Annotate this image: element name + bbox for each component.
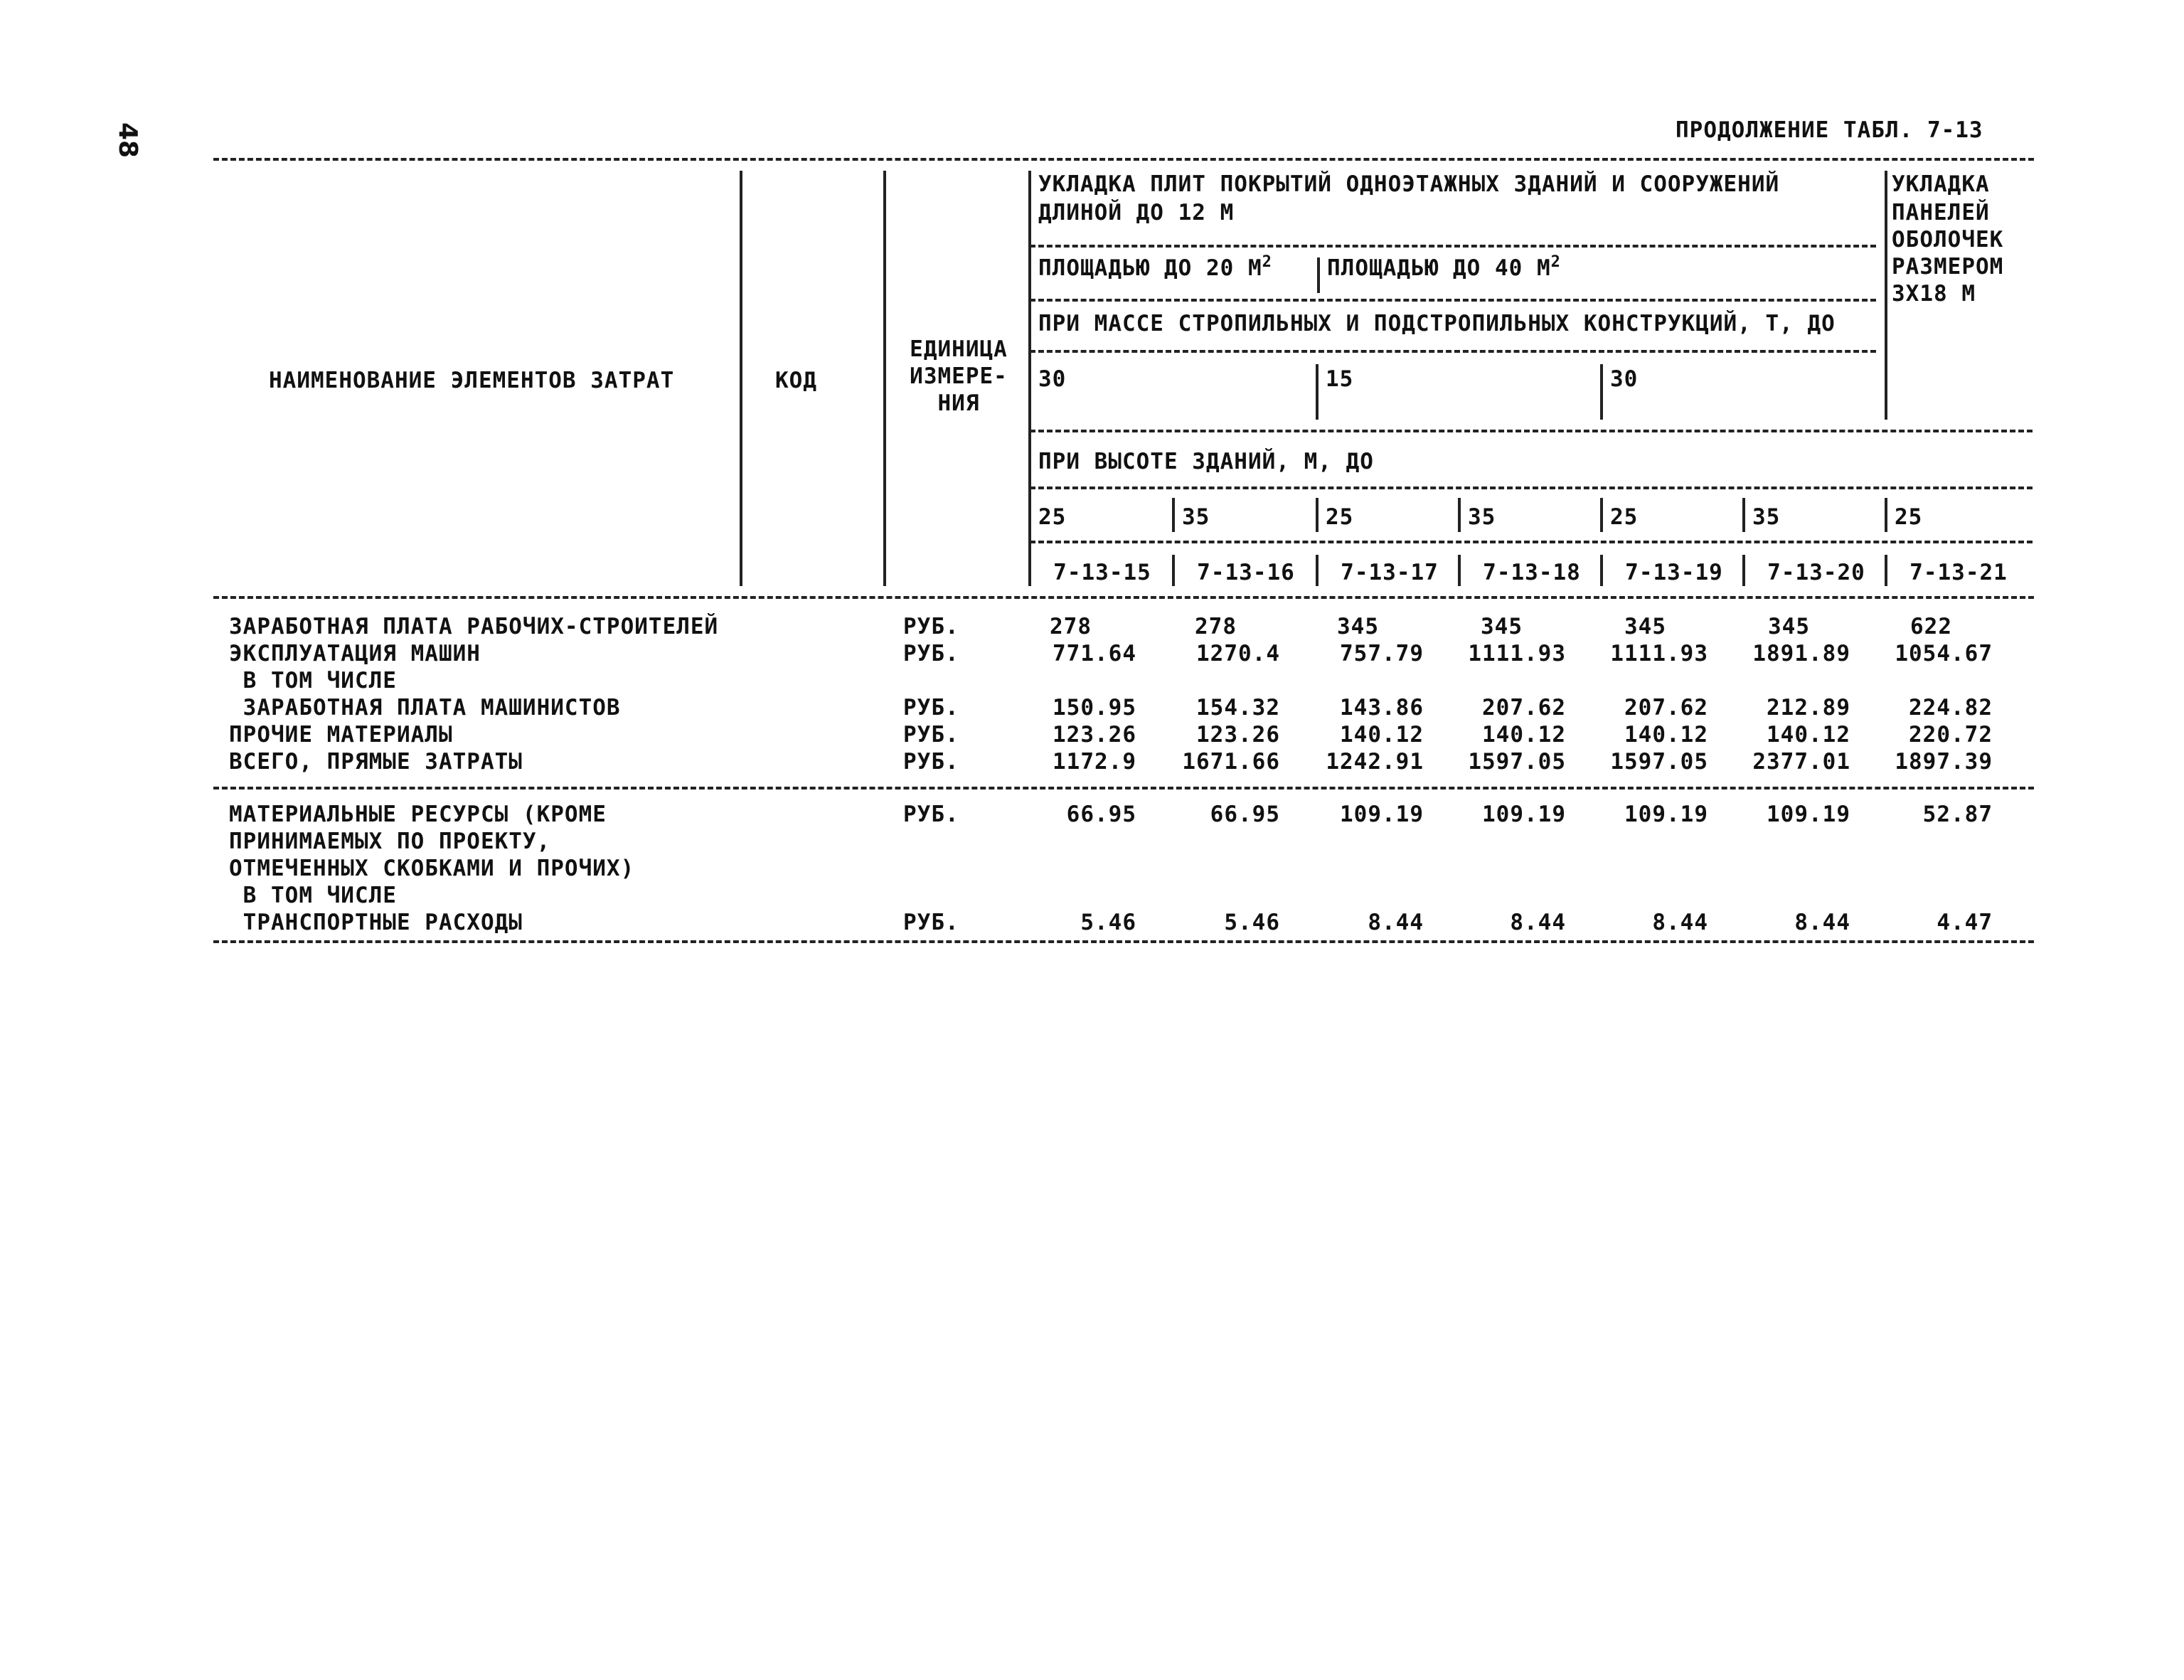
cell-value: 2377.01 — [1752, 749, 1850, 775]
rule-section — [213, 787, 2034, 790]
cell-value: 345 — [1624, 614, 1666, 639]
row-name: ПРОЧИЕ МАТЕРИАЛЫ — [229, 722, 453, 748]
cell-value: 140.12 — [1482, 722, 1566, 748]
header-unit-line-3: НИЯ — [937, 390, 980, 416]
code-7-13-15: 7-13-15 — [1053, 560, 1151, 585]
vline-h-2 — [1316, 498, 1319, 532]
row-name: В ТОМ ЧИСЛЕ — [229, 883, 397, 908]
cell-value: 757.79 — [1340, 641, 1424, 666]
rule-under-group-title — [1030, 245, 1876, 248]
page-number: 48 — [113, 122, 142, 159]
row-unit: РУБ. — [903, 802, 959, 827]
rule-under-mass-values — [1030, 430, 2033, 432]
rule-under-height-values — [1030, 541, 2033, 543]
vline-c-1 — [1172, 555, 1175, 586]
cell-value: 220.72 — [1909, 722, 1993, 748]
group1-title-line-2: ДЛИНОЙ ДО 12 М — [1038, 200, 1235, 225]
cell-value: 1597.05 — [1610, 749, 1708, 775]
cell-value: 4.47 — [1937, 910, 1993, 935]
header-unit-line-1: ЕДИНИЦА — [910, 336, 1008, 362]
cell-value: 224.82 — [1909, 695, 1993, 721]
row-unit: РУБ. — [903, 614, 959, 639]
mass-value-1: 30 — [1038, 366, 1067, 392]
mass-title: ПРИ МАССЕ СТРОПИЛЬНЫХ И ПОДСТРОПИЛЬНЫХ КОНСТРУКЦИЙ, Т, ДО — [1038, 311, 1836, 336]
rule-under-height — [1030, 487, 2033, 489]
group2-title-line-3: ОБОЛОЧЕК — [1892, 227, 2004, 252]
group2-title-line-1: УКЛАДКА — [1892, 171, 1990, 197]
row-unit: РУБ. — [903, 641, 959, 666]
header-name-column: НАИМЕНОВАНИЕ ЭЛЕМЕНТОВ ЗАТРАТ — [269, 368, 675, 393]
area-40-sup: 2 — [1550, 253, 1561, 271]
mass-value-3: 30 — [1610, 366, 1639, 392]
rule-under-mass — [1030, 350, 1876, 353]
vline-name — [740, 171, 742, 586]
cell-value: 278 — [1195, 614, 1237, 639]
row-unit: РУБ. — [903, 722, 959, 748]
vline-group2 — [1885, 171, 1887, 420]
vline-area — [1317, 257, 1320, 293]
rule-under-area — [1030, 299, 1876, 302]
cell-value: 1111.93 — [1610, 641, 1708, 666]
cell-value: 345 — [1337, 614, 1379, 639]
vline-code — [883, 171, 886, 586]
cell-value: 1891.89 — [1752, 641, 1850, 666]
row-unit: РУБ. — [903, 910, 959, 935]
row-name: МАТЕРИАЛЬНЫЕ РЕСУРСЫ (КРОМЕ — [229, 802, 607, 827]
row-unit: РУБ. — [903, 695, 959, 721]
height-value-5: 25 — [1610, 504, 1639, 530]
row-name: ЗАРАБОТНАЯ ПЛАТА МАШИНИСТОВ — [229, 695, 621, 721]
vline-mass-2 — [1600, 364, 1603, 420]
height-value-6: 35 — [1752, 504, 1781, 530]
row-name: ПРИНИМАЕМЫХ ПО ПРОЕКТУ, — [229, 829, 551, 854]
height-value-3: 25 — [1326, 504, 1354, 530]
vline-mass-1 — [1316, 364, 1319, 420]
cell-value: 66.95 — [1210, 802, 1280, 827]
cell-value: 109.19 — [1767, 802, 1850, 827]
row-name: ЭКСПЛУАТАЦИЯ МАШИН — [229, 641, 481, 666]
height-value-7: 25 — [1895, 504, 1923, 530]
code-7-13-16: 7-13-16 — [1197, 560, 1295, 585]
cell-value: 8.44 — [1368, 910, 1424, 935]
cell-value: 622 — [1910, 614, 1952, 639]
rule-under-header — [213, 596, 2034, 599]
rule-top — [213, 158, 2034, 161]
cell-value: 109.19 — [1482, 802, 1566, 827]
cell-value: 1172.9 — [1053, 749, 1136, 775]
cell-value: 52.87 — [1922, 802, 1993, 827]
cell-value: 140.12 — [1624, 722, 1708, 748]
cell-value: 66.95 — [1066, 802, 1136, 827]
group2-title-line-4: РАЗМЕРОМ — [1892, 254, 2004, 280]
vline-h-5 — [1742, 498, 1745, 532]
cell-value: 109.19 — [1624, 802, 1708, 827]
cell-value: 5.46 — [1224, 910, 1280, 935]
cell-value: 1897.39 — [1895, 749, 1993, 775]
cell-value: 207.62 — [1482, 695, 1566, 721]
cell-value: 278 — [1050, 614, 1092, 639]
cell-value: 771.64 — [1053, 641, 1136, 666]
cell-value: 1270.4 — [1196, 641, 1280, 666]
area-40-label — [1327, 255, 1561, 282]
cell-value: 143.86 — [1340, 695, 1424, 721]
vline-h-3 — [1458, 498, 1461, 532]
cell-value: 1242.91 — [1326, 749, 1424, 775]
cell-value: 1054.67 — [1895, 641, 1993, 666]
cell-value: 345 — [1768, 614, 1810, 639]
cell-value: 5.46 — [1080, 910, 1136, 935]
cell-value: 150.95 — [1053, 695, 1136, 721]
cell-value: 1111.93 — [1468, 641, 1566, 666]
area-40-text: ПЛОЩАДЬЮ ДО 40 М — [1327, 255, 1551, 281]
mass-value-2: 15 — [1326, 366, 1354, 392]
area-20-label — [1038, 255, 1272, 282]
cell-value: 123.26 — [1053, 722, 1136, 748]
area-20-text: ПЛОЩАДЬЮ ДО 20 М — [1038, 255, 1262, 281]
cell-value: 140.12 — [1340, 722, 1424, 748]
cell-value: 8.44 — [1794, 910, 1850, 935]
height-value-1: 25 — [1038, 504, 1067, 530]
code-7-13-19: 7-13-19 — [1625, 560, 1723, 585]
row-unit: РУБ. — [903, 749, 959, 775]
cell-value: 123.26 — [1196, 722, 1280, 748]
cell-value: 8.44 — [1510, 910, 1566, 935]
cell-value: 154.32 — [1196, 695, 1280, 721]
vline-h-6 — [1885, 498, 1887, 532]
vline-unit — [1028, 171, 1031, 586]
height-value-2: 35 — [1182, 504, 1210, 530]
height-title: ПРИ ВЫСОТЕ ЗДАНИЙ, М, ДО — [1038, 449, 1374, 474]
cell-value: 1597.05 — [1468, 749, 1566, 775]
rule-bottom — [213, 940, 2034, 943]
row-name: ВСЕГО, ПРЯМЫЕ ЗАТРАТЫ — [229, 749, 523, 775]
vline-h-4 — [1600, 498, 1603, 532]
cell-value: 8.44 — [1652, 910, 1708, 935]
group2-title-line-5: 3Х18 М — [1892, 281, 1976, 307]
cell-value: 207.62 — [1624, 695, 1708, 721]
row-name: ЗАРАБОТНАЯ ПЛАТА РАБОЧИХ-СТРОИТЕЛЕЙ — [229, 614, 719, 639]
height-value-4: 35 — [1468, 504, 1496, 530]
area-20-sup: 2 — [1262, 253, 1272, 271]
row-name: ОТМЕЧЕННЫХ СКОБКАМИ И ПРОЧИХ) — [229, 856, 635, 881]
cell-value: 212.89 — [1767, 695, 1850, 721]
row-name: ТРАНСПОРТНЫЕ РАСХОДЫ — [229, 910, 523, 935]
cell-value: 140.12 — [1767, 722, 1850, 748]
cell-value: 109.19 — [1340, 802, 1424, 827]
header-unit-line-2: ИЗМЕРЕ- — [910, 363, 1008, 389]
cell-value: 345 — [1481, 614, 1523, 639]
cell-value: 1671.66 — [1182, 749, 1280, 775]
code-7-13-18: 7-13-18 — [1483, 560, 1581, 585]
row-name: В ТОМ ЧИСЛЕ — [229, 668, 397, 693]
code-7-13-20: 7-13-20 — [1767, 560, 1865, 585]
code-7-13-17: 7-13-17 — [1341, 560, 1439, 585]
vline-c-2 — [1316, 555, 1319, 586]
continuation-title: ПРОДОЛЖЕНИЕ ТАБЛ. 7-13 — [1676, 117, 1983, 143]
vline-h-1 — [1172, 498, 1175, 532]
code-7-13-21: 7-13-21 — [1909, 560, 2008, 585]
header-code-column: КОД — [775, 368, 817, 393]
group1-title-line-1: УКЛАДКА ПЛИТ ПОКРЫТИЙ ОДНОЭТАЖНЫХ ЗДАНИЙ И СООРУЖЕНИЙ — [1038, 171, 1780, 197]
group2-title-line-2: ПАНЕЛЕЙ — [1892, 200, 1990, 225]
